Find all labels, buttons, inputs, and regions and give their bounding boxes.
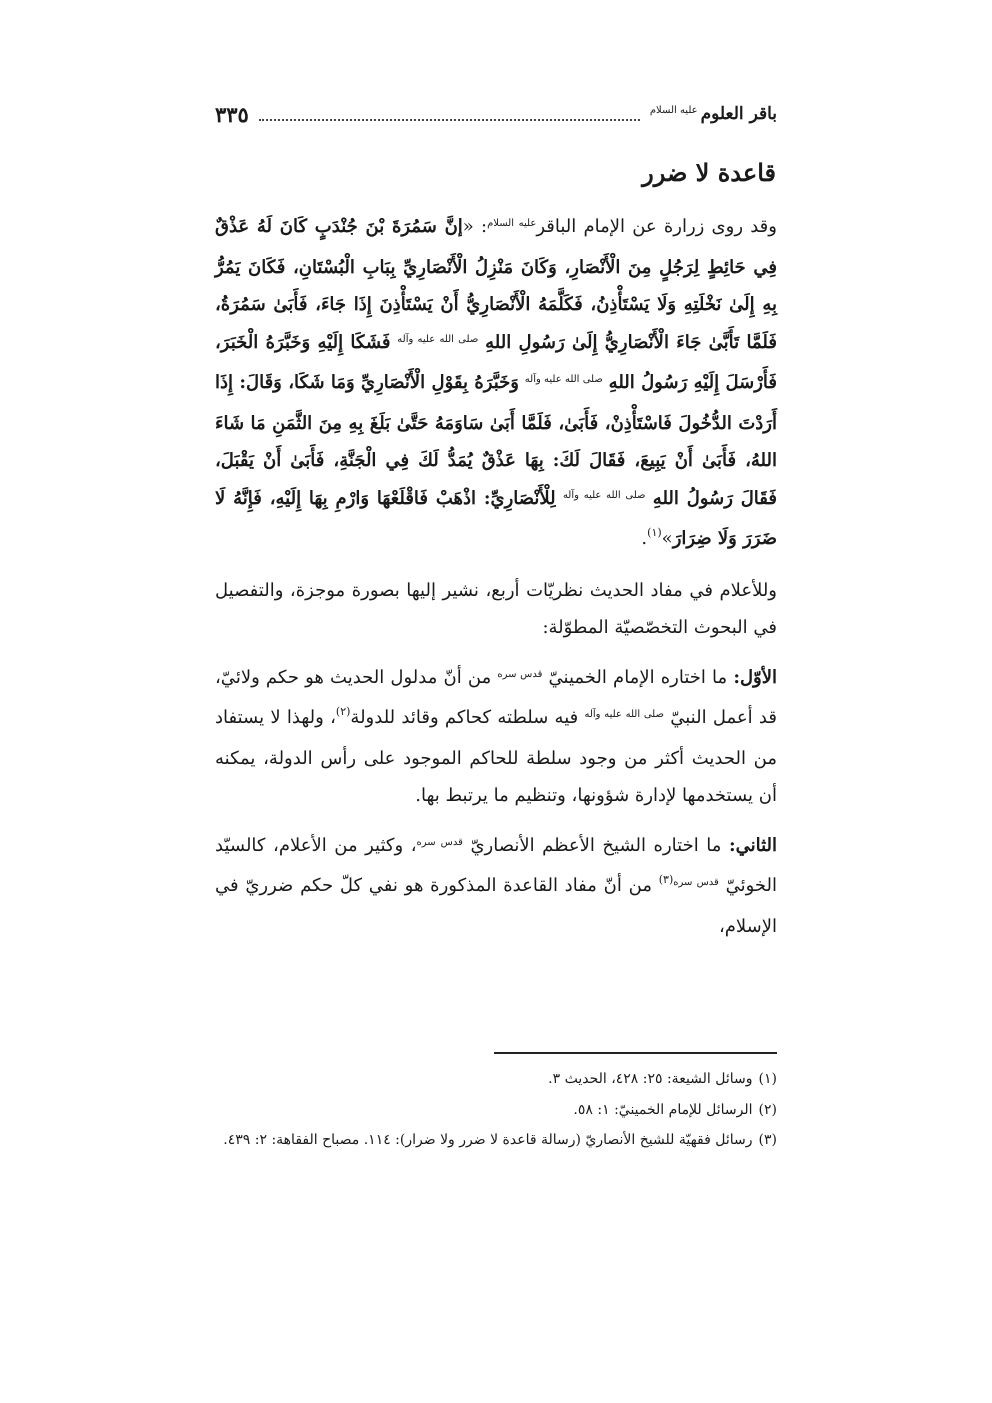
- section-title: قاعدة لا ضرر: [642, 158, 776, 187]
- paragraph-text: فيه سلطته كحاكم وقائد للدولة: [350, 707, 579, 728]
- paragraph-text: ، وكثير من الأعلام، كالسيّد الخوئيّ: [215, 834, 777, 896]
- hadith-intro: وقد روى زرارة عن الإمام الباقر: [536, 216, 777, 237]
- honorific-mark: عليه السلام: [649, 104, 698, 116]
- footnote-rule: [494, 1052, 777, 1054]
- hadith-text: إنَّ سَمُرَةَ بْنَ جُنْدَبٍ كَانَ لَهُ عَذْقٌ فِي حَائِطٍ لِرَجُلٍ مِنَ الْأَنْصَارِ، وَكَانَ مَنْزِلُ الْأَنْصَارِيِّ بِبَابِ الْبُسْتَانِ، فَكَانَ يَمُرُّ بِهِ إِلَىٰ نَخْلَتِهِ وَلَا يَسْتَأْذِنُ، فَكَلَّمَهُ الْأَنْصَارِيُّ أَنْ يَسْتَأْذِنَ إِذَا جَاءَ، فَأَبَىٰ سَمُرَةُ، فَلَمَّا تَأَبَّىٰ جَاءَ الْأَنْصَارِيُّ إِلَىٰ رَسُولِ اللهِ: [215, 216, 777, 353]
- paragraph-text: من أنّ مدلول الحديث هو حكم ولائيّ، قد أعمل النبيّ: [215, 666, 777, 728]
- dot-leader: [259, 107, 640, 121]
- honorific-mark: عليه السلام: [487, 218, 537, 229]
- hadith-text: لِلْأَنْصَارِيِّ: اذْهَبْ فَاقْلَعْهَا وَارْمِ بِهَا إِلَيْهِ، فَإِنَّهُ لَا ضَرَرَ وَلَا ضِرَارَ: [215, 487, 777, 549]
- footnote-text: رسائل فقهيّة للشيخ الأنصاريّ (رسالة قاعدة لا ضرر ولا ضرار): ١١٤. مصباح الفقاهة: ٢: ٤٣٩.: [223, 1132, 753, 1148]
- page-number: ٣٣٥: [215, 101, 249, 127]
- honorific-mark: صلى الله عليه وآله: [584, 709, 664, 720]
- paragraph-text: من أنّ مفاد القاعدة المذكورة هو نفي كلّ حكم ضرريّ في الإسلام،: [215, 875, 777, 937]
- quote-open: : «: [462, 216, 488, 237]
- footnote-number: (٢): [758, 1101, 777, 1118]
- paragraph-hadith: [215, 208, 777, 560]
- footnote-text: الرسائل للإمام الخمينيّ: ١: ٥٨.: [573, 1101, 753, 1118]
- footnote-text: وسائل الشيعة: ٢٥: ٤٢٨، الحديث ٣.: [548, 1071, 753, 1087]
- footnote-item: [215, 1127, 777, 1154]
- footnote-ref[interactable]: (٢): [335, 705, 351, 718]
- honorific-mark: صلى الله عليه وآله: [397, 333, 479, 345]
- honorific-mark: قدس سره: [497, 668, 543, 680]
- footnote-number: (٣): [758, 1132, 777, 1148]
- paragraph-text: ما اختاره الشيخ الأعظم الأنصاريّ: [470, 834, 722, 856]
- footnote-number: (١): [758, 1071, 777, 1087]
- hadith-text: فَشَكَا إِلَيْهِ وَخَبَّرَهُ الْخَبَرَ، فَأَرْسَلَ إِلَيْهِ رَسُولُ اللهِ: [215, 331, 778, 393]
- paragraph-text: ، ولهذا لا يستفاد من الحديث أكثر من وجود سلطة للحاكم الموجود على رأس الدولة، يمكنه أن يستخدمها لإدارة شؤونها، وتنظيم ما يرتبط بها.: [215, 707, 777, 806]
- footnotes: [215, 1066, 777, 1158]
- honorific-mark: قدس سره: [416, 836, 463, 848]
- paragraph-theories: وللأعلام في مفاد الحديث نظريّات أربع، نشير إليها بصورة موجزة، والتفصيل في البحوث التخصّصيّة المطوّلة:: [215, 579, 777, 638]
- lead-label: الأوّل:: [733, 666, 778, 688]
- running-header: [215, 98, 777, 130]
- footnote-ref[interactable]: (٣): [658, 873, 674, 886]
- footnote-ref[interactable]: (١): [647, 526, 662, 539]
- footnote-item: [215, 1097, 777, 1124]
- quote-close: »: [661, 528, 673, 549]
- footnote-item: [215, 1066, 777, 1093]
- running-title: باقر العلوم: [700, 104, 777, 124]
- hadith-text: وَخَبَّرَهُ بِقَوْلِ الْأَنْصَارِيِّ وَمَا شَكَا، وَقَالَ: إِذَا أَرَدْتَ الدُّخُولَ فَاسْتَأْذِنْ، فَأَبَىٰ، فَلَمَّا أَبَىٰ سَاوَمَهُ حَتَّىٰ بَلَغَ بِهِ مِنَ الثَّمَنِ مَا شَاءَ اللهُ، فَأَبَىٰ أَنْ يَبِيعَ، فَقَالَ لَكَ: بِهَا عَذْقٌ يُمَدُّ لَكَ فِي الْجَنَّةِ، فَأَبَىٰ أَنْ يَقْبَلَ، فَقَالَ رَسُولُ اللهِ: [215, 372, 777, 509]
- period: .: [641, 528, 648, 549]
- paragraph-first-view: [215, 659, 777, 815]
- honorific-mark: صلى الله عليه وآله: [562, 489, 646, 501]
- lead-label: الثاني:: [728, 834, 777, 856]
- honorific-mark: صلى الله عليه وآله: [524, 374, 603, 385]
- honorific-mark: قدس سره: [673, 877, 719, 888]
- paragraph-second-view: [215, 827, 777, 946]
- paragraph-text: ما اختاره الإمام الخمينيّ: [548, 666, 728, 688]
- body-text: [215, 208, 777, 945]
